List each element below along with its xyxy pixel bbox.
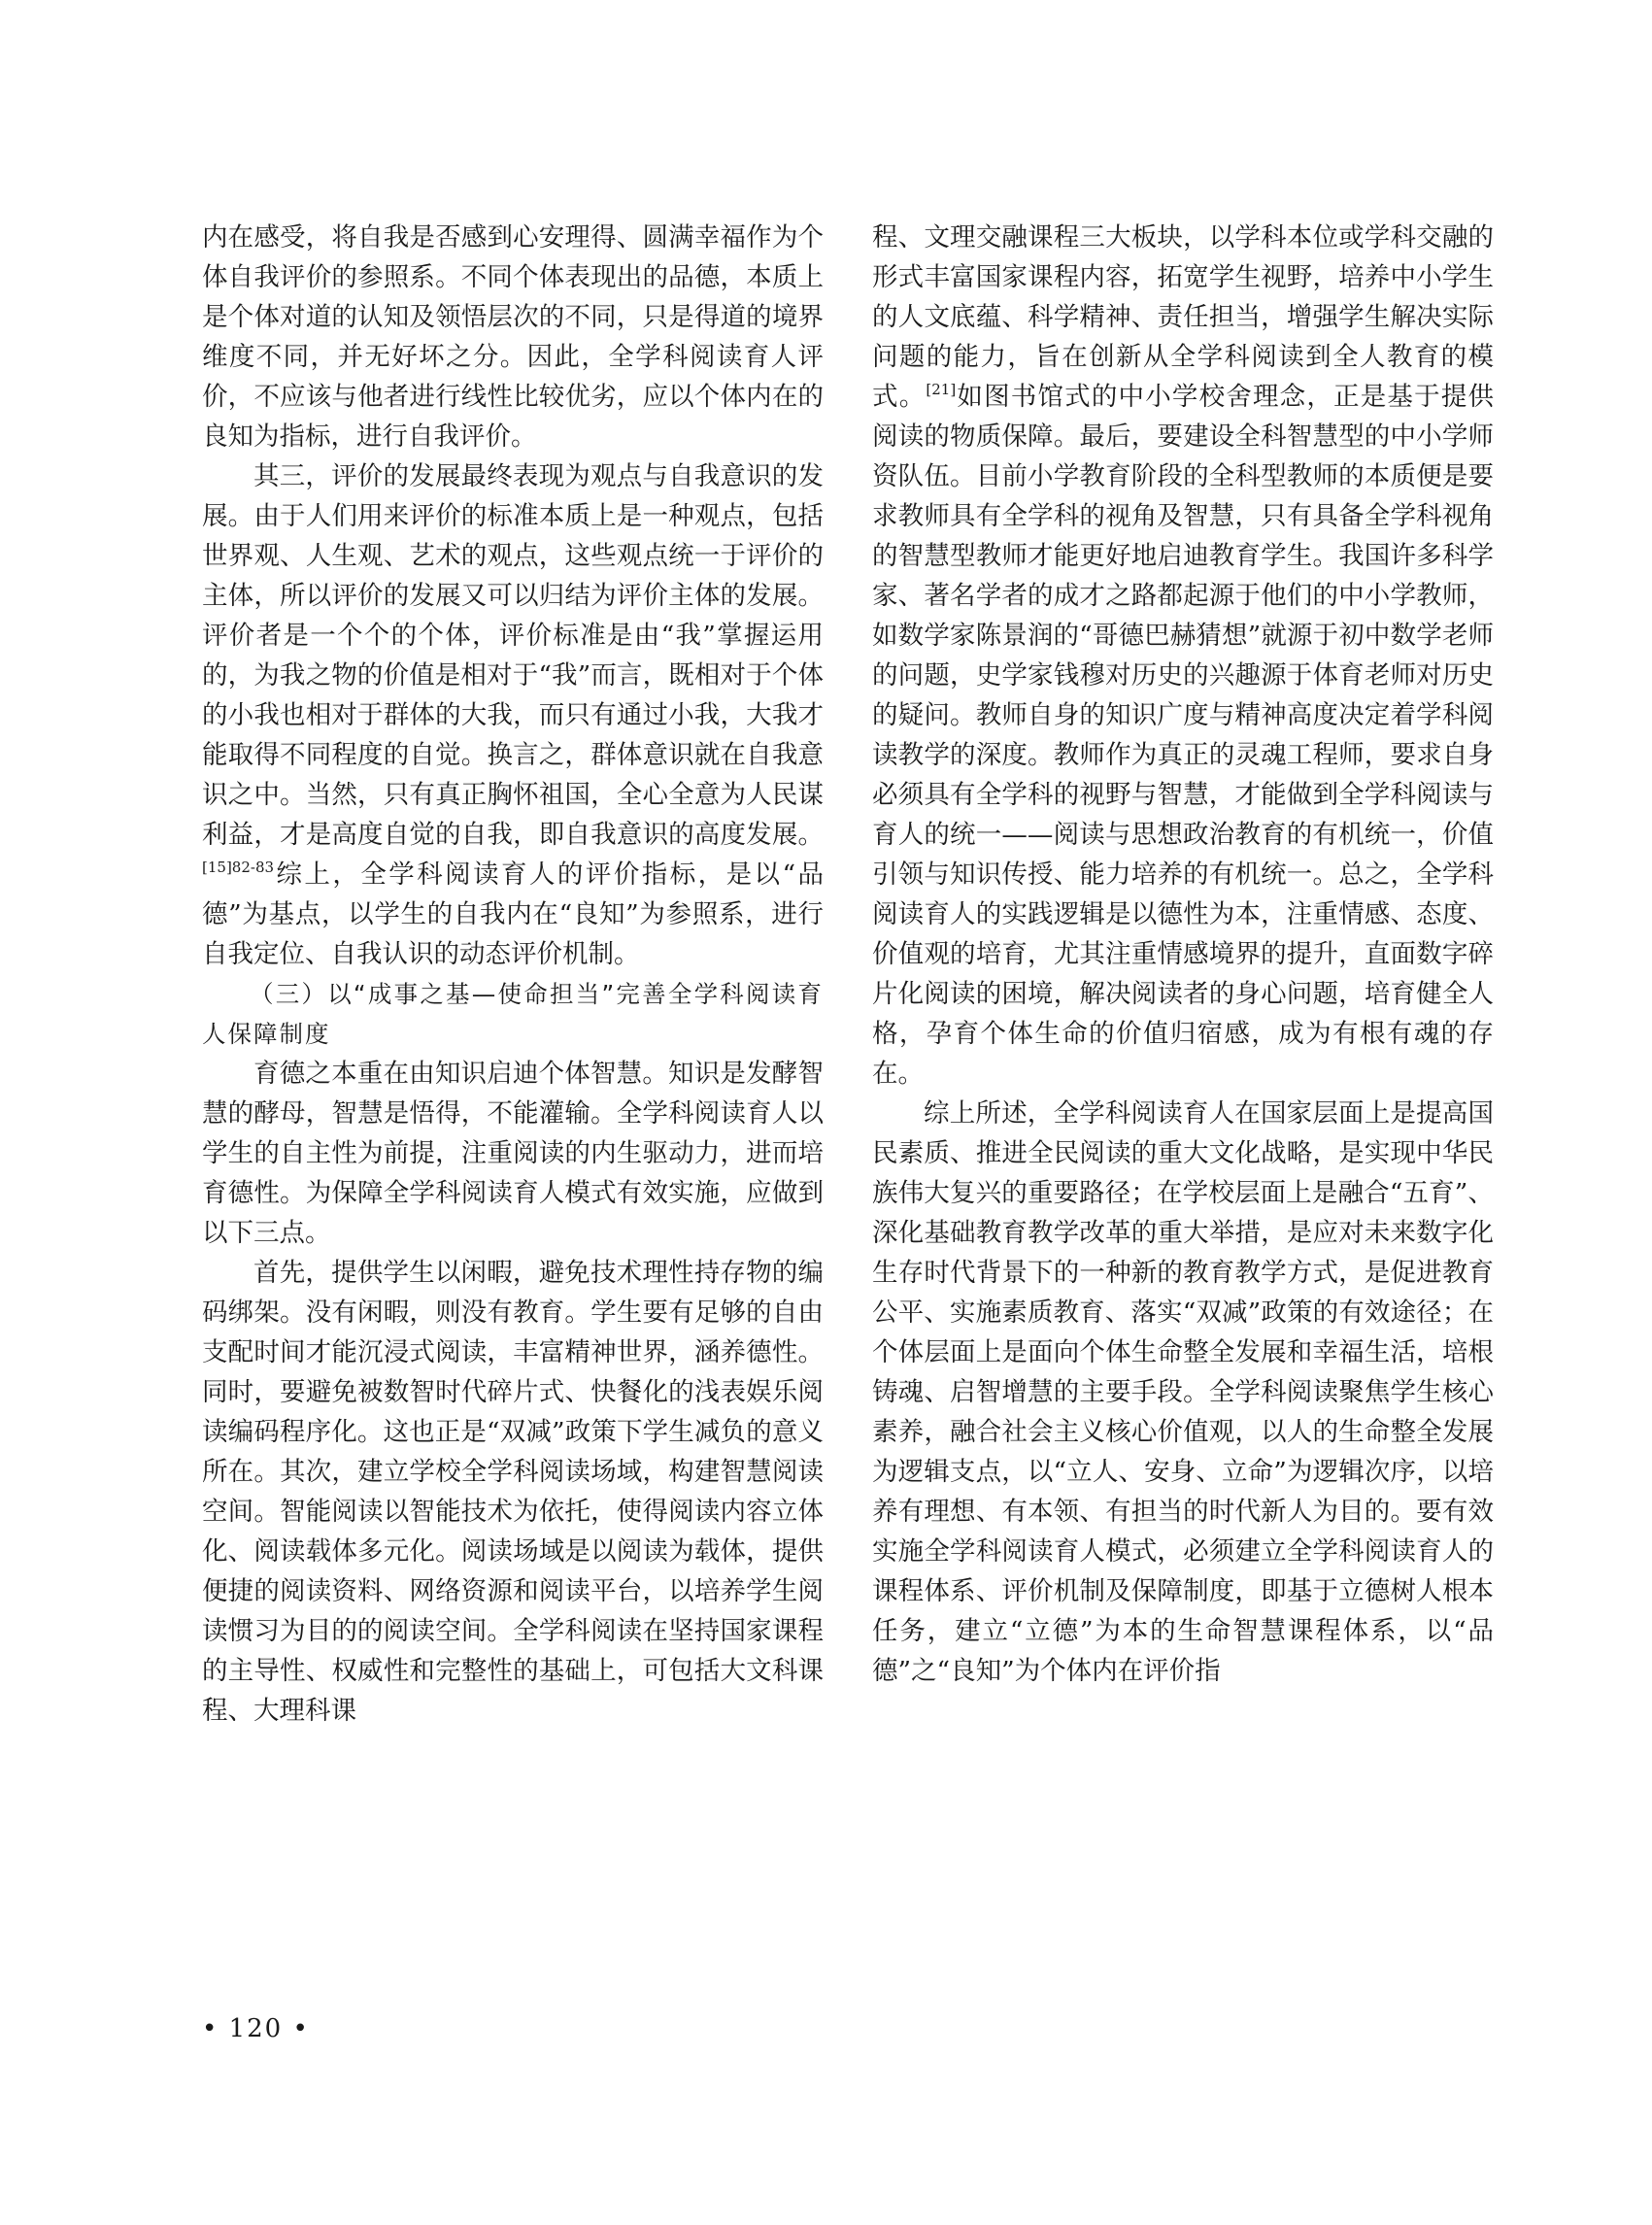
paragraph-conclusion: 综上所述，全学科阅读育人在国家层面上是提高国民素质、推进全民阅读的重大文化战略，是实现中华民族伟大复兴的重要路径；在学校层面上是融合“五育”、深化基础教育教学改革的重大举措，是应对未来数字化生存时代背景下的一种新的教育教学方式，是促进教育公平、实施素质教育、落实“双减”政策的有效途径；在个体层面上是面向个体生命整全发展和幸福生活，培根铸魂、启智增慧的主要手段。全学科阅读聚焦学生核心素养，融合社会主义核心价值观，以人的生命整全发展为逻辑支点，以“立人、安身、立命”为逻辑次序，以培养有理想、有本领、有担当的时代新人为目的。要有效实施全学科阅读育人模式，必须建立全学科阅读育人的课程体系、评价机制及保障制度，即基于立德树人根本任务，建立“立德”为本的生命智慧课程体系，以“品德”之“良知”为个体内在评价指 <box>872 1098 1494 1686</box>
paragraph-measures: 首先，提供学生以闲暇，避免技术理性持存物的编码绑架。没有闲暇，则没有教育。学生要有足够的自由支配时间才能沉浸式阅读，丰富精神世界，涵养德性。同时，要避免被数智时代碎片式、快餐化的浅表娱乐阅读编码程序化。这也正是“双减”政策下学生减负的意义所在。其次，建立学校全学科阅读场域，构建智慧阅读空间。智能阅读以智能技术为依托，使得阅读内容立体化、阅读载体多元化。阅读场域是以阅读为载体，提供便捷的阅读资料、网络资源和阅读平台，以培养学生阅读惯习为目的的阅读空间。全学科阅读在坚持国家课程的主导性、权威性和完整性的基础上，可包括大文科课程、大理科课 <box>202 1258 824 1726</box>
section-subheading: （三）以“成事之基—使命担当”完善全学科阅读育人保障制度 <box>202 980 824 1048</box>
paragraph-text: 其三，评价的发展最终表现为观点与自我意识的发展。由于人们用来评价的标准本质上是一种观点，包括世界观、人生观、艺术的观点，这些观点统一于评价的主体，所以评价的发展又可以归结为评价主体的发展。评价者是一个个的个体，评价标准是由“我”掌握运用的，为我之物的价值是相对于“我”而言，既相对于个体的小我也相对于群体的大我，而只有通过小我，大我才能取得不同程度的自觉。换言之，群体意识就在自我意识之中。当然，只有真正胸怀祖国，全心全意为人民谋利益，才是高度自觉的自我，即自我意识的高度发展。 <box>202 461 824 850</box>
left-column <box>202 218 824 1731</box>
paragraph-self-evaluation: 内在感受，将自我是否感到心安理得、圆满幸福作为个体自我评价的参照系。不同个体表现出的品德，本质上是个体对道的认知及领悟层次的不同，只是得道的境界维度不同，并无好坏之分。因此，全学科阅读育人评价，不应该与他者进行线性比较优劣，应以个体内在的良知为指标，进行自我评价。 <box>202 222 824 452</box>
citation-marker: [21] <box>926 381 957 398</box>
paragraph-evaluation-development <box>202 456 824 974</box>
paragraph-text: 综上，全学科阅读育人的评价指标，是以“品德”为基点，以学生的自我内在“良知”为参照系，进行自我定位、自我认识的动态评价机制。 <box>202 860 824 969</box>
right-column <box>872 218 1494 1691</box>
paragraph-text: 程、文理交融课程三大板块，以学科本位或学科交融的形式丰富国家课程内容，拓宽学生视野，培养中小学生的人文底蕴、科学精神、责任担当，增强学生解决实际问题的能力，旨在创新从全学科阅读到全人教育的模式。 <box>872 222 1494 412</box>
paragraph-continued-measures <box>872 218 1494 1094</box>
page-number: • 120 • <box>202 2014 310 2043</box>
paragraph-text: 如图书馆式的中小学校舍理念，正是基于提供阅读的物质保障。最后，要建设全科智慧型的中小学师资队伍。目前小学教育阶段的全科型教师的本质便是要求教师具有全学科的视角及智慧，只有具备全学科视角的智慧型教师才能更好地启迪教育学生。我国许多科学家、著名学者的成才之路都起源于他们的中小学教师，如数学家陈景润的“哥德巴赫猜想”就源于初中数学老师的问题，史学家钱穆对历史的兴趣源于体育老师对历史的疑问。教师自身的知识广度与精神高度决定着学科阅读教学的深度。教师作为真正的灵魂工程师，要求自身必须具有全学科的视野与智慧，才能做到全学科阅读与育人的统一——阅读与思想政治教育的有机统一，价值引领与知识传授、能力培养的有机统一。总之，全学科阅读育人的实践逻辑是以德性为本，注重情感、态度、价值观的培育，尤其注重情感境界的提升，直面数字碎片化阅读的困境，解决阅读者的身心问题，培育健全人格，孕育个体生命的价值归宿感，成为有根有魂的存在。 <box>872 382 1495 1089</box>
paragraph-wisdom: 育德之本重在由知识启迪个体智慧。知识是发酵智慧的酵母，智慧是悟得，不能灌输。全学科阅读育人以学生的自主性为前提，注重阅读的内生驱动力，进而培育德性。为保障全学科阅读育人模式有效实施，应做到以下三点。 <box>202 1059 824 1248</box>
citation-marker: [15]82-83 <box>202 859 275 876</box>
